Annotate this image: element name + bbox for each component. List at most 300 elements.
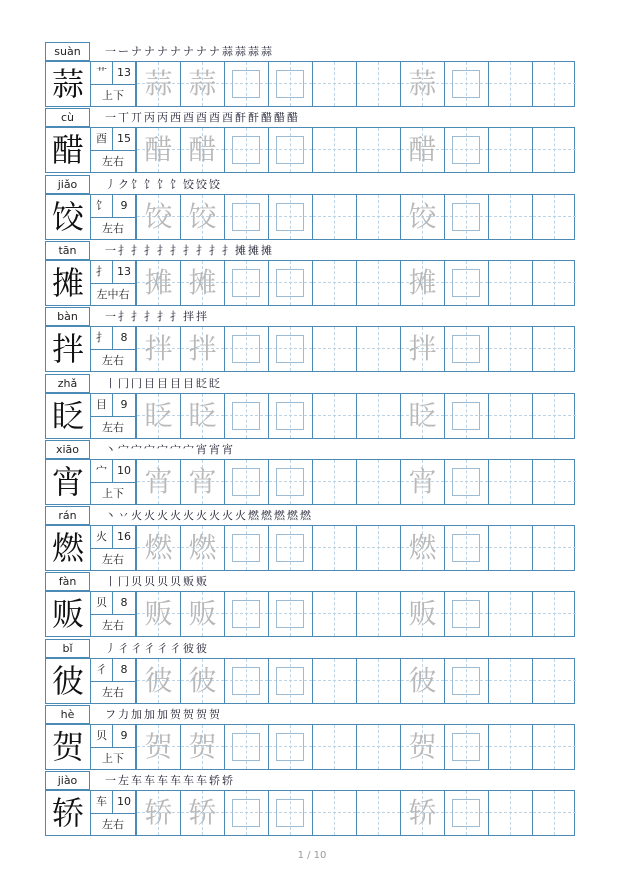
writing-cell[interactable] (224, 128, 268, 172)
pinyin-label: fàn (45, 572, 90, 591)
trace-character: 贺 (144, 730, 173, 763)
stroke-step: ナ (131, 45, 144, 58)
character-info (91, 592, 136, 636)
trace-character: 彼 (408, 663, 437, 697)
writing-cell[interactable] (312, 327, 356, 371)
pinyin-row (45, 440, 575, 459)
stroke-step: 蒜 (222, 45, 235, 58)
writing-cell[interactable] (400, 659, 444, 703)
writing-cell[interactable] (532, 592, 576, 636)
writing-cell[interactable] (224, 592, 268, 636)
stroke-step: 饣 (157, 177, 170, 191)
writing-cell[interactable] (488, 592, 532, 636)
stroke-step: 轿 (209, 774, 222, 788)
stroke-step: 饺 (183, 177, 196, 191)
writing-cell[interactable] (312, 526, 356, 570)
writing-cell[interactable] (356, 261, 400, 305)
stroke-step: 酐 (248, 111, 261, 125)
writing-cell[interactable] (356, 592, 400, 636)
writing-cell[interactable] (224, 62, 268, 106)
pinyin-label: tān (45, 241, 90, 260)
stroke-step: 扌 (222, 243, 235, 257)
character-info (91, 460, 136, 504)
writing-cell[interactable] (444, 460, 488, 504)
practice-box (232, 203, 260, 231)
model-character: 彼 (46, 659, 91, 703)
writing-cell[interactable] (532, 327, 576, 371)
stroke-step: 轿 (222, 774, 235, 788)
trace-character: 燃 (188, 531, 217, 565)
writing-cell[interactable] (444, 725, 488, 769)
stroke-step: 贝 (144, 575, 157, 589)
writing-cell[interactable] (400, 526, 444, 570)
stroke-step: 宵 (209, 442, 222, 456)
stroke-step: 摊 (235, 243, 248, 257)
stroke-step: 彳 (157, 641, 170, 655)
writing-cell[interactable] (356, 394, 400, 438)
model-character: 贺 (46, 725, 91, 769)
writing-cell[interactable] (488, 659, 532, 703)
character-info (91, 62, 136, 106)
pinyin-label: bàn (45, 307, 90, 326)
writing-cell[interactable] (488, 791, 532, 835)
trace-character: 蒜 (408, 67, 437, 100)
writing-cell[interactable] (312, 128, 356, 172)
stroke-step: 西 (170, 111, 183, 125)
stroke-step: 摊 (261, 243, 274, 257)
writing-cell[interactable] (400, 791, 444, 835)
stroke-step: 贺 (196, 708, 209, 721)
stroke-step: 扌 (118, 243, 131, 257)
writing-cell[interactable] (356, 460, 400, 504)
radical: 贝 (91, 725, 113, 747)
writing-cell[interactable] (488, 460, 532, 504)
writing-cell[interactable] (268, 62, 312, 106)
structure-label: 上下 (91, 747, 135, 769)
trace-character: 贩 (408, 597, 437, 631)
stroke-step: 贝 (157, 575, 170, 589)
writing-cell[interactable] (312, 592, 356, 636)
writing-cell[interactable] (312, 725, 356, 769)
character-row (45, 241, 575, 306)
practice-box (232, 402, 260, 430)
writing-cell[interactable] (224, 460, 268, 504)
writing-cell[interactable] (180, 659, 224, 703)
stroke-count: 16 (117, 530, 131, 544)
pinyin-row (45, 42, 575, 61)
writing-cell[interactable] (224, 791, 268, 835)
stroke-step: 摊 (248, 243, 261, 257)
writing-cell[interactable] (356, 128, 400, 172)
writing-cell[interactable] (224, 526, 268, 570)
stroke-step: 酐 (235, 111, 248, 125)
writing-cell[interactable] (224, 261, 268, 305)
character-row (45, 108, 575, 173)
stroke-step: フ (105, 708, 118, 721)
writing-cell[interactable] (356, 62, 400, 106)
practice-grid (45, 658, 575, 704)
pinyin-row (45, 241, 575, 260)
character-row (45, 42, 575, 107)
practice-grid (45, 724, 575, 770)
stroke-step: 丶 (105, 442, 118, 456)
stroke-step: 一 (105, 310, 118, 324)
stroke-step: 扌 (157, 310, 170, 324)
structure-label: 左右 (91, 813, 135, 835)
stroke-step: 饣 (144, 177, 157, 191)
writing-cell[interactable] (136, 62, 180, 106)
trace-character: 醋 (188, 133, 217, 167)
structure-label: 左右 (91, 548, 135, 570)
stroke-step: ク (118, 177, 131, 191)
practice-grid (45, 525, 575, 571)
practice-box (276, 534, 304, 562)
trace-character: 醋 (408, 133, 437, 167)
stroke-step: 宀 (183, 442, 196, 456)
writing-cell[interactable] (400, 725, 444, 769)
trace-character: 拌 (144, 332, 173, 366)
stroke-order (105, 241, 274, 260)
writing-cell[interactable] (400, 592, 444, 636)
trace-character: 蒜 (188, 67, 217, 100)
writing-cell[interactable] (180, 261, 224, 305)
stroke-step: 宵 (196, 442, 209, 456)
stroke-order (105, 175, 222, 194)
stroke-step: 丌 (131, 111, 144, 125)
writing-cell[interactable] (224, 394, 268, 438)
practice-box (452, 799, 480, 827)
writing-cell[interactable] (488, 327, 532, 371)
stroke-step: 宀 (157, 442, 170, 456)
writing-cell[interactable] (136, 592, 180, 636)
writing-cell[interactable] (444, 526, 488, 570)
structure-label: 左中右 (91, 283, 135, 305)
character-info (91, 261, 136, 305)
writing-cell[interactable] (532, 526, 576, 570)
writing-cell[interactable] (312, 394, 356, 438)
stroke-step: 火 (157, 509, 170, 523)
writing-cell[interactable] (532, 659, 576, 703)
writing-cell[interactable] (532, 725, 576, 769)
stroke-step: 火 (170, 509, 183, 523)
practice-box (276, 269, 304, 297)
model-character: 饺 (46, 195, 91, 239)
stroke-step: 宀 (144, 442, 157, 456)
writing-cell[interactable] (444, 128, 488, 172)
stroke-step: 彳 (144, 641, 157, 655)
writing-cell[interactable] (312, 62, 356, 106)
writing-cell[interactable] (136, 195, 180, 239)
trace-character: 醋 (144, 133, 173, 167)
writing-cell[interactable] (356, 659, 400, 703)
radical: 扌 (91, 261, 113, 283)
stroke-step: 醋 (274, 111, 287, 125)
writing-cell[interactable] (268, 327, 312, 371)
trace-character: 饺 (144, 199, 173, 233)
writing-cell[interactable] (400, 128, 444, 172)
writing-cell[interactable] (180, 526, 224, 570)
character-row (45, 572, 575, 637)
pinyin-row (45, 506, 575, 525)
stroke-step: ナ (196, 45, 209, 58)
trace-character: 轿 (188, 796, 217, 830)
writing-cell[interactable] (136, 460, 180, 504)
character-info (91, 394, 136, 438)
pinyin-label: jiǎo (45, 175, 90, 194)
writing-cell[interactable] (400, 327, 444, 371)
writing-cell[interactable] (532, 261, 576, 305)
practice-box (452, 402, 480, 430)
stroke-step: 冂 (131, 376, 144, 390)
stroke-step: 火 (131, 509, 144, 523)
stroke-step: 扌 (170, 310, 183, 324)
writing-cell[interactable] (488, 128, 532, 172)
writing-cell[interactable] (400, 62, 444, 106)
stroke-step: 酉 (183, 111, 196, 125)
writing-cell[interactable] (268, 526, 312, 570)
trace-character: 宵 (188, 464, 217, 498)
writing-cell[interactable] (532, 62, 576, 106)
writing-cell[interactable] (532, 460, 576, 504)
stroke-step: 一 (105, 111, 118, 125)
writing-cell[interactable] (488, 394, 532, 438)
writing-cell[interactable] (532, 394, 576, 438)
pinyin-row (45, 705, 575, 724)
trace-character: 燃 (408, 531, 437, 565)
practice-box (276, 335, 304, 363)
stroke-step: 冂 (118, 575, 131, 589)
stroke-step: 贝 (131, 575, 144, 589)
writing-cell[interactable] (488, 526, 532, 570)
writing-cell[interactable] (532, 195, 576, 239)
writing-cell[interactable] (136, 659, 180, 703)
writing-cell[interactable] (268, 460, 312, 504)
writing-cell[interactable] (180, 128, 224, 172)
pinyin-label: zhǎ (45, 374, 90, 393)
practice-grid (45, 61, 575, 107)
stroke-count: 9 (120, 198, 128, 212)
model-character: 眨 (46, 394, 91, 438)
practice-box (452, 667, 480, 695)
writing-cell[interactable] (224, 195, 268, 239)
trace-character: 眨 (188, 398, 217, 432)
character-info (91, 195, 136, 239)
writing-cell[interactable] (136, 791, 180, 835)
writing-cell[interactable] (488, 62, 532, 106)
practice-box (232, 600, 260, 628)
stroke-step: 扌 (131, 243, 144, 257)
stroke-step: 宀 (170, 442, 183, 456)
writing-cell[interactable] (312, 791, 356, 835)
stroke-step: 火 (144, 509, 157, 523)
structure-label: 左右 (91, 416, 135, 438)
writing-cell[interactable] (224, 659, 268, 703)
writing-cell[interactable] (268, 128, 312, 172)
writing-cell[interactable] (268, 659, 312, 703)
stroke-step: 醋 (261, 111, 274, 125)
stroke-step: 饺 (209, 177, 222, 191)
pinyin-row (45, 307, 575, 326)
writing-cell[interactable] (356, 791, 400, 835)
character-info (91, 526, 136, 570)
stroke-step: 扌 (183, 243, 196, 257)
writing-cell[interactable] (224, 327, 268, 371)
writing-cell[interactable] (268, 261, 312, 305)
writing-cell[interactable] (180, 62, 224, 106)
trace-character: 饺 (188, 199, 217, 233)
writing-cell[interactable] (136, 725, 180, 769)
stroke-step: 目 (157, 376, 170, 390)
writing-cell[interactable] (444, 659, 488, 703)
writing-cell[interactable] (312, 261, 356, 305)
character-row (45, 506, 575, 571)
stroke-step: 宀 (131, 442, 144, 456)
stroke-step: 蒜 (235, 45, 248, 58)
stroke-step: 燃 (274, 509, 287, 523)
stroke-count: 13 (117, 66, 131, 79)
writing-cell[interactable] (312, 659, 356, 703)
stroke-step: 彳 (170, 641, 183, 655)
writing-cell[interactable] (180, 725, 224, 769)
character-row (45, 639, 575, 704)
stroke-step: 一 (105, 774, 118, 788)
stroke-step: 加 (157, 708, 170, 721)
practice-box (452, 468, 480, 496)
trace-character: 摊 (188, 265, 217, 299)
writing-cell[interactable] (532, 128, 576, 172)
practice-box (276, 203, 304, 231)
trace-character: 拌 (408, 332, 437, 366)
writing-cell[interactable] (356, 327, 400, 371)
radical: 车 (91, 791, 113, 813)
writing-cell[interactable] (312, 460, 356, 504)
trace-character: 贩 (188, 597, 217, 631)
radical: 艹 (91, 62, 113, 84)
writing-cell[interactable] (444, 62, 488, 106)
writing-cell[interactable] (180, 327, 224, 371)
writing-cell[interactable] (356, 526, 400, 570)
writing-cell[interactable] (136, 394, 180, 438)
structure-label: 左右 (91, 150, 135, 172)
practice-box (276, 402, 304, 430)
trace-character: 轿 (408, 796, 437, 830)
writing-cell[interactable] (136, 128, 180, 172)
writing-cell[interactable] (180, 394, 224, 438)
page-number: 1 / 10 (297, 850, 327, 861)
writing-cell[interactable] (180, 460, 224, 504)
practice-box (276, 70, 304, 98)
writing-cell[interactable] (268, 394, 312, 438)
writing-cell[interactable] (444, 592, 488, 636)
practice-box (232, 733, 260, 761)
writing-cell[interactable] (488, 261, 532, 305)
writing-cell[interactable] (488, 195, 532, 239)
writing-cell[interactable] (532, 791, 576, 835)
stroke-step: 目 (183, 376, 196, 390)
writing-cell[interactable] (444, 394, 488, 438)
stroke-step: 火 (235, 509, 248, 523)
model-character: 轿 (46, 791, 91, 835)
stroke-step: 酉 (209, 111, 222, 125)
writing-cell[interactable] (400, 460, 444, 504)
practice-box (452, 70, 480, 98)
writing-cell[interactable] (268, 725, 312, 769)
radical: 贝 (91, 592, 113, 614)
stroke-step: 扌 (144, 243, 157, 257)
writing-cell[interactable] (224, 725, 268, 769)
writing-cell[interactable] (268, 195, 312, 239)
writing-cell[interactable] (444, 195, 488, 239)
writing-cell[interactable] (400, 394, 444, 438)
stroke-step: ー (118, 45, 131, 58)
stroke-step: 彼 (183, 641, 196, 655)
trace-character: 摊 (408, 265, 437, 299)
writing-cell[interactable] (180, 195, 224, 239)
writing-cell[interactable] (180, 791, 224, 835)
writing-cell[interactable] (444, 261, 488, 305)
trace-character: 轿 (144, 796, 173, 830)
pinyin-label: xiāo (45, 440, 90, 459)
stroke-step: 丿 (105, 641, 118, 655)
stroke-step: 贺 (183, 708, 196, 721)
writing-cell[interactable] (444, 791, 488, 835)
writing-cell[interactable] (444, 327, 488, 371)
practice-box (452, 534, 480, 562)
practice-box (276, 733, 304, 761)
stroke-count: 10 (117, 463, 131, 477)
practice-box (232, 70, 260, 98)
writing-cell[interactable] (180, 592, 224, 636)
character-row (45, 705, 575, 770)
practice-grid (45, 790, 575, 836)
writing-cell[interactable] (136, 327, 180, 371)
writing-cell[interactable] (136, 526, 180, 570)
writing-cell[interactable] (136, 261, 180, 305)
trace-character: 饺 (408, 199, 437, 233)
radical: 彳 (91, 659, 113, 681)
pinyin-row (45, 771, 575, 790)
trace-character: 彼 (144, 663, 173, 697)
writing-cell[interactable] (400, 195, 444, 239)
stroke-step: 扌 (196, 243, 209, 257)
writing-cell[interactable] (312, 195, 356, 239)
stroke-step: 彼 (196, 641, 209, 655)
writing-cell[interactable] (488, 725, 532, 769)
stroke-count: 9 (120, 729, 128, 742)
practice-grid (45, 591, 575, 637)
writing-cell[interactable] (356, 725, 400, 769)
stroke-step: 车 (131, 774, 144, 788)
stroke-step: 火 (209, 509, 222, 523)
stroke-step: 蒜 (248, 45, 261, 58)
trace-character: 眨 (408, 398, 437, 432)
stroke-step: 彳 (118, 641, 131, 655)
writing-cell[interactable] (268, 791, 312, 835)
character-info (91, 659, 136, 703)
writing-cell[interactable] (400, 261, 444, 305)
stroke-step: 车 (183, 774, 196, 788)
writing-cell[interactable] (356, 195, 400, 239)
practice-box (276, 600, 304, 628)
stroke-step: 车 (170, 774, 183, 788)
stroke-step: 扌 (144, 310, 157, 324)
trace-character: 蒜 (144, 67, 173, 100)
stroke-step: 丅 (118, 111, 131, 125)
stroke-count: 8 (120, 331, 128, 345)
practice-box (232, 335, 260, 363)
stroke-step: 一 (105, 45, 118, 58)
writing-cell[interactable] (268, 592, 312, 636)
